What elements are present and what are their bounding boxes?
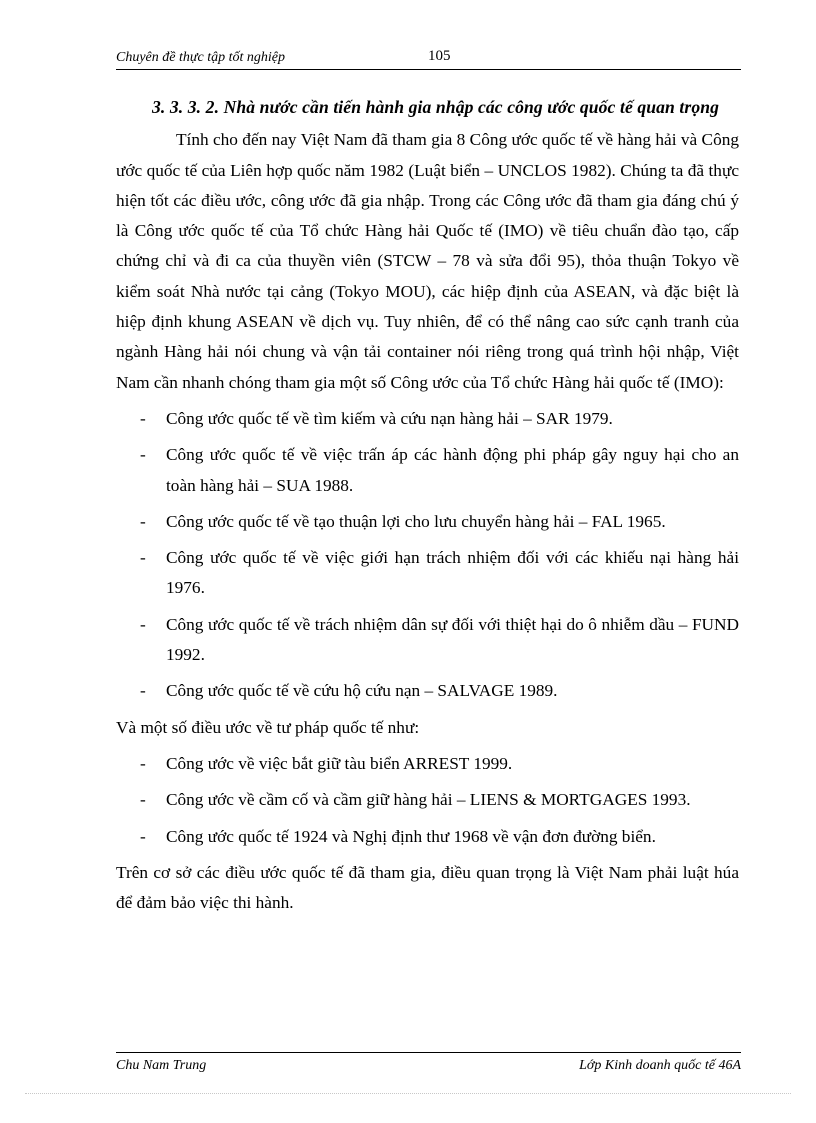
page-content: [116, 92, 739, 918]
list-item: - Công ước quốc tế 1924 và Nghị định thư 1968 về vận đơn đường biển.: [116, 822, 739, 852]
list-item: - Công ước quốc tế về cứu hộ cứu nạn – SALVAGE 1989.: [116, 676, 739, 706]
list-item: - Công ước về việc bắt giữ tàu biển ARREST 1999.: [116, 749, 739, 779]
page-footer: [116, 1052, 741, 1077]
intro-paragraph: Tính cho đến nay Việt Nam đã tham gia 8 Công ước quốc tế về hàng hải và Công ước quốc tế của Liên hợp quốc năm 1982 (Luật biển – UNCLOS 1982). Chúng ta đã thực hiện tốt các điều ước, công ước đã gia nhập. Trong các Công ước đã tham gia đáng chú ý là Công ước quốc tế của Tổ chức Hàng hải Quốc tế (IMO) về tiêu chuẩn đào tạo, cấp chứng chỉ và đi ca của thuyền viên (STCW – 78 và sửa đổi 95), thỏa thuận Tokyo về kiểm soát Nhà nước tại cảng (Tokyo MOU), các hiệp định của ASEAN, và đặc biệt là hiệp định khung ASEAN về dịch vụ. Tuy nhiên, để có thể nâng cao sức cạnh tranh của ngành Hàng hải nói chung và vận tải container nói riêng trong quá trình hội nhập, Việt Nam cần nhanh chóng tham gia một số Công ước của Tổ chức Hàng hải quốc tế (IMO):: [116, 130, 739, 392]
section-heading: 3. 3. 3. 2. Nhà nước cần tiến hành gia nhập các công ước quốc tế quan trọng: [152, 97, 720, 117]
dash-bullet: -: [140, 445, 146, 465]
dash-bullet: -: [140, 790, 146, 810]
page-number: 105: [428, 48, 451, 64]
dash-bullet: -: [140, 511, 146, 531]
dash-bullet: -: [140, 826, 146, 846]
list-item: - Công ước quốc tế về trách nhiệm dân sự đối với thiệt hại do ô nhiễm dầu – FUND 1992.: [116, 610, 739, 671]
dash-bullet: -: [140, 548, 146, 568]
page-edge-divider: [25, 1093, 791, 1094]
author-name: Chu Nam Trung: [116, 1058, 207, 1073]
conclusion-paragraph: Trên cơ sở các điều ước quốc tế đã tham gia, điều quan trọng là Việt Nam phải luật húa để đảm bảo việc thi hành.: [116, 862, 739, 913]
dash-bullet: -: [140, 614, 146, 634]
dash-bullet: -: [140, 753, 146, 773]
course-title: Chuyên đề thực tập tốt nghiệp: [116, 50, 285, 65]
page-header: [116, 47, 741, 70]
list-item: - Công ước quốc tế về việc giới hạn trách nhiệm đối với các khiếu nại hàng hải 1976.: [116, 543, 739, 604]
list-item: - Công ước về cầm cố và cầm giữ hàng hải – LIENS & MORTGAGES 1993.: [116, 785, 739, 815]
dash-bullet: -: [140, 408, 146, 428]
conventions-list: [116, 404, 739, 707]
list-item: - Công ước quốc tế về việc trấn áp các hành động phi pháp gây nguy hại cho an toàn hàng hải – SUA 1988.: [116, 440, 739, 501]
class-name: Lớp Kinh doanh quốc tế 46A: [579, 1058, 741, 1073]
private-law-intro: Và một số điều ước về tư pháp quốc tế như:: [116, 717, 420, 737]
dash-bullet: -: [140, 681, 146, 701]
list-item: - Công ước quốc tế về tìm kiếm và cứu nạn hàng hải – SAR 1979.: [116, 404, 739, 434]
private-law-list: [116, 749, 739, 852]
list-item: - Công ước quốc tế về tạo thuận lợi cho lưu chuyển hàng hải – FAL 1965.: [116, 507, 739, 537]
